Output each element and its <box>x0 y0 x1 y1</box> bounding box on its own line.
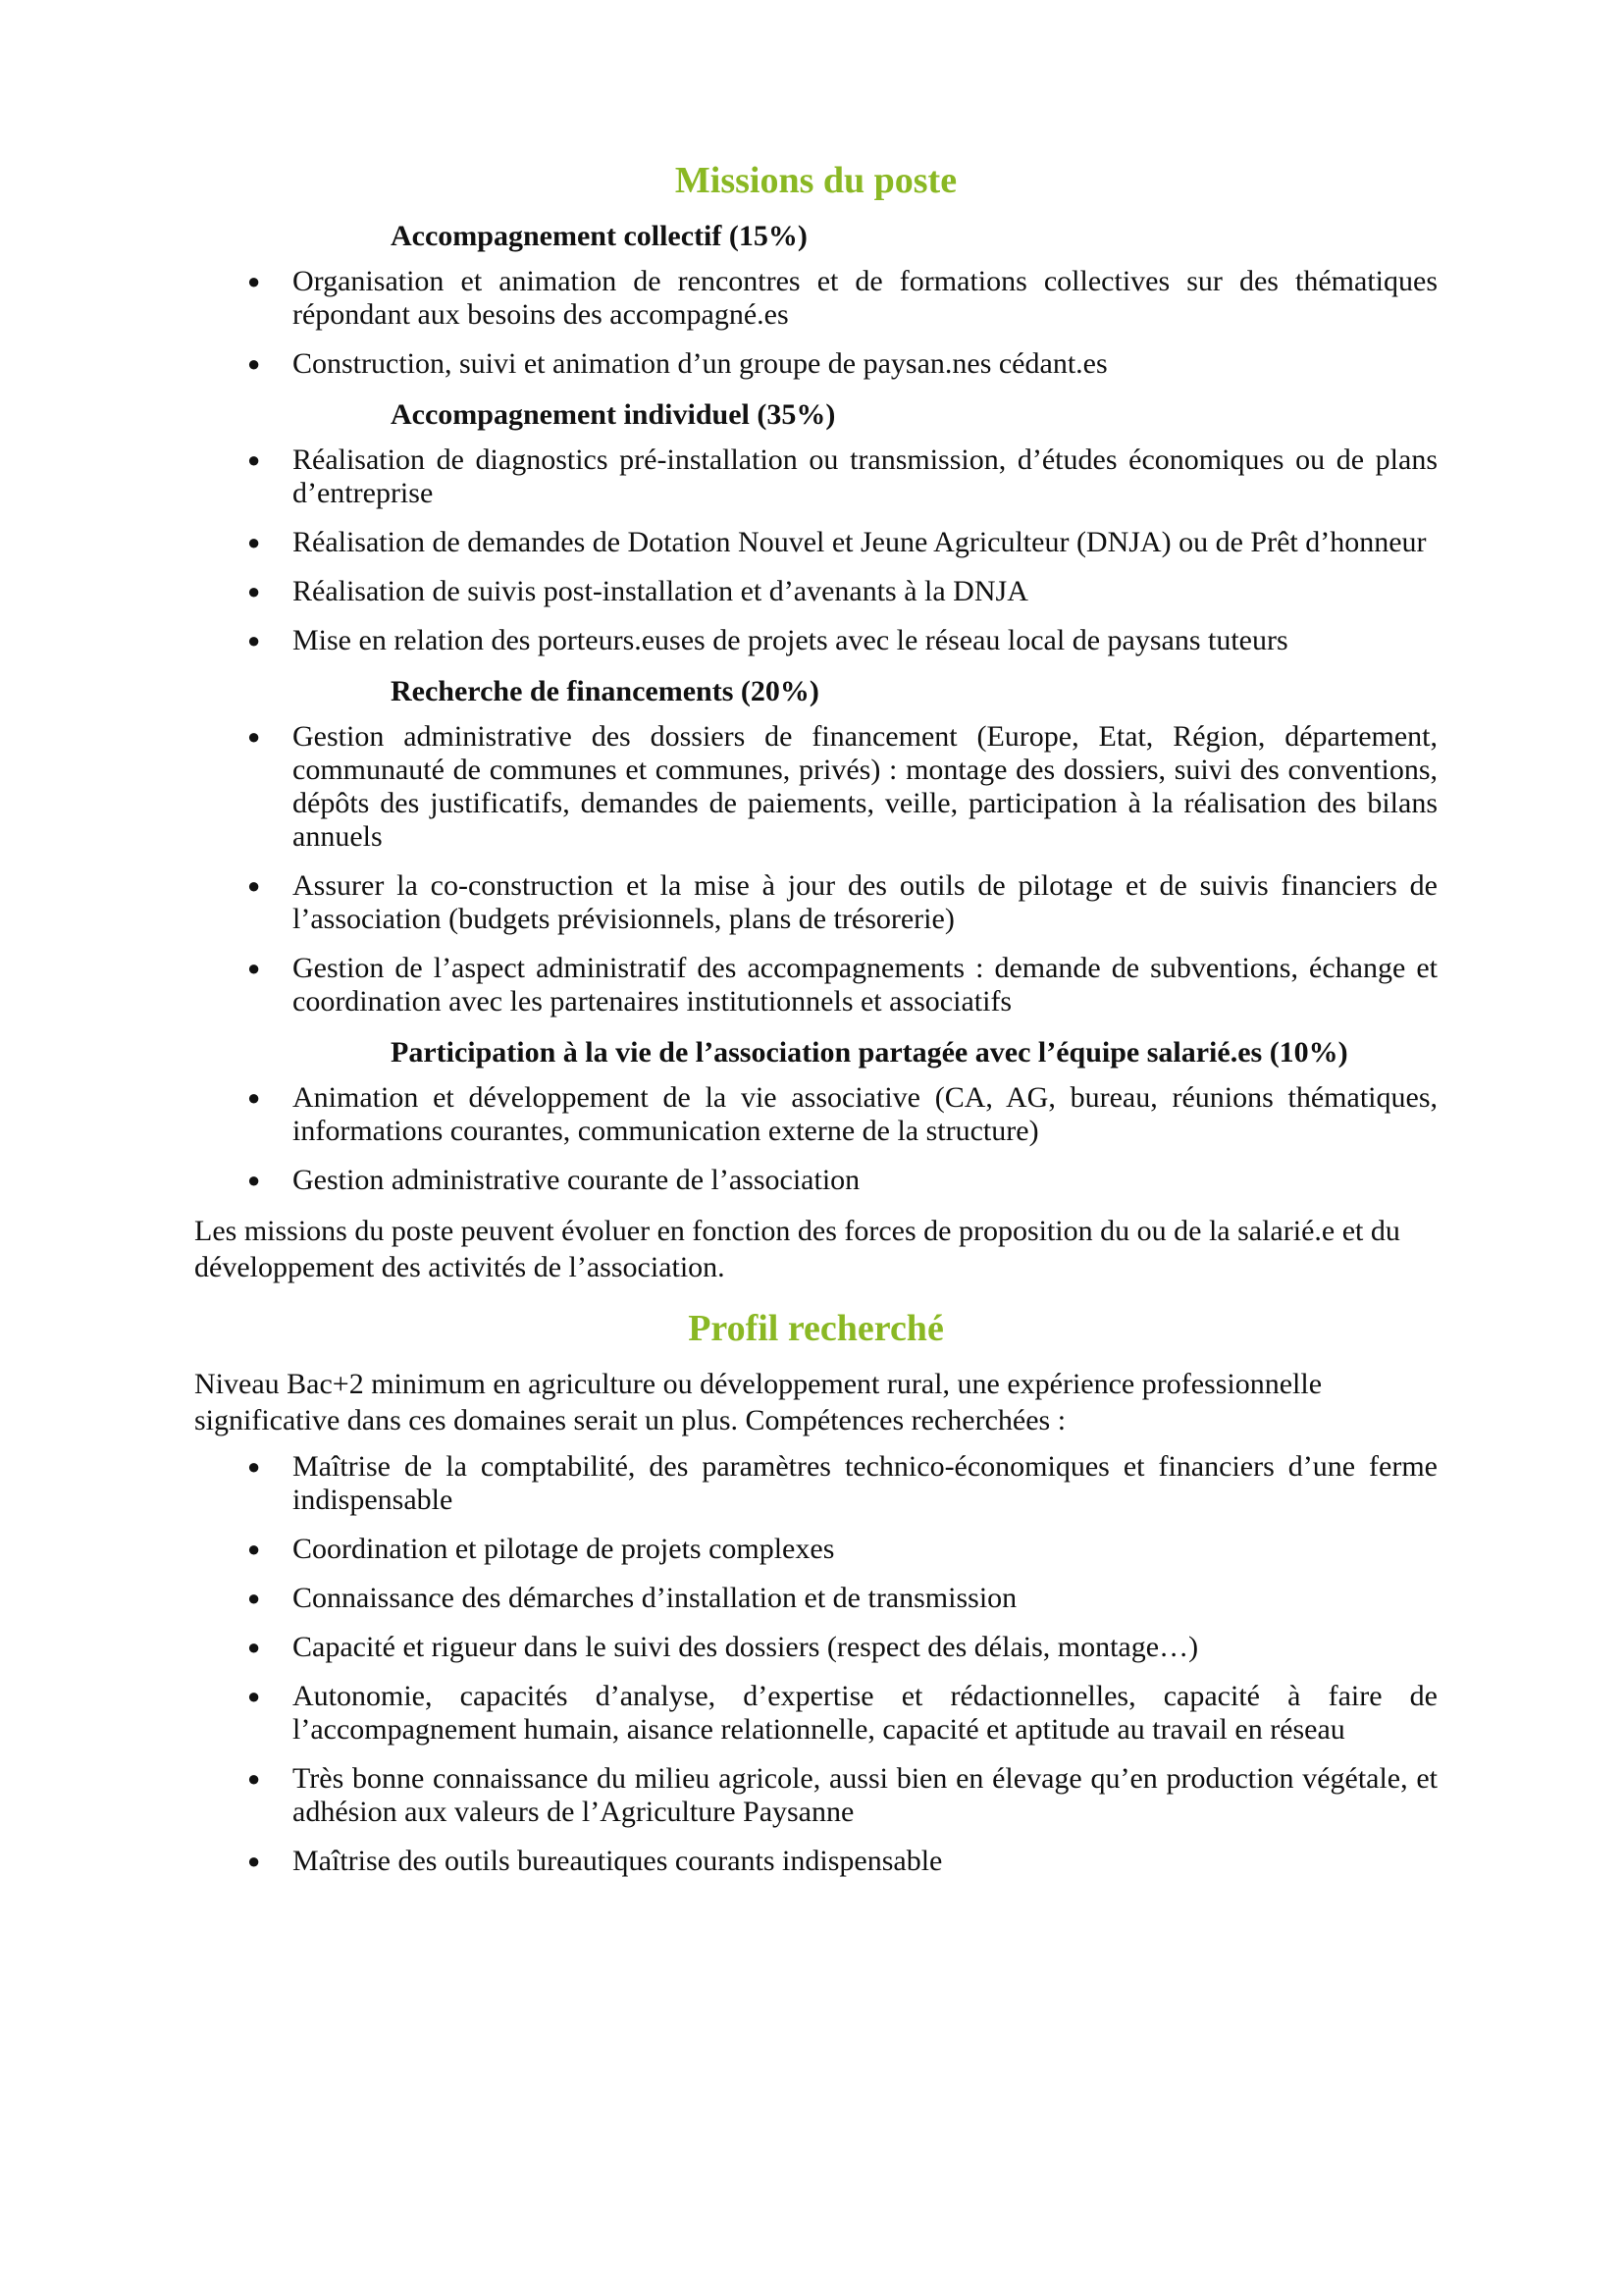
list-item: ● Très bonne connaissance du milieu agricole, aussi bien en élevage qu’en production végétale, et adhésion aux valeurs de l’Agriculture Paysanne <box>247 1762 1438 1828</box>
list-collectif <box>194 265 1438 381</box>
profil-title: Profil recherché <box>688 1308 944 1349</box>
bullet-icon: ● <box>247 724 261 749</box>
list-item: ● Connaissance des démarches d’installation et de transmission <box>247 1582 1018 1614</box>
section-heading-collectif: Accompagnement collectif (15%) <box>391 220 808 252</box>
list-individuel <box>194 443 1438 657</box>
list-item: ● Réalisation de demandes de Dotation Nouvel et Jeune Agriculteur (DNJA) ou de Prêt d’honneur <box>247 526 1427 558</box>
list-item: ● Maîtrise de la comptabilité, des paramètres technico-économiques et financiers d’une ferme indispensable <box>247 1450 1438 1516</box>
bullet-icon: ● <box>247 1586 261 1610</box>
list-item: ● Gestion administrative des dossiers de financement (Europe, Etat, Région, département, communauté de communes et communes, privés) : montage des dossiers, suivi des conventions, dépôts des justificatifs, demandes de paiements, veille, participation à la réalisation des bilans annuels <box>247 720 1438 853</box>
bullet-icon: ● <box>247 1168 261 1192</box>
bullet-icon: ● <box>247 1537 261 1561</box>
bullet-icon: ● <box>247 1454 261 1479</box>
section-heading-vie-association: Participation à la vie de l’association partagée avec l’équipe salarié.es (10%) <box>391 1036 1348 1069</box>
bullet-icon: ● <box>247 530 261 554</box>
list-item: ● Gestion administrative courante de l’association <box>247 1164 861 1196</box>
list-competences <box>194 1450 1438 1878</box>
bullet-icon: ● <box>247 956 261 980</box>
bullet-icon: ● <box>247 1849 261 1873</box>
list-item: ● Autonomie, capacités d’analyse, d’expertise et rédactionnelles, capacité à faire de l’accompagnement humain, aisance relationnelle, capacité et aptitude au travail en réseau <box>247 1680 1438 1746</box>
bullet-icon: ● <box>247 873 261 898</box>
list-financements <box>194 720 1438 1018</box>
section-heading-financements: Recherche de financements (20%) <box>391 675 819 707</box>
bullet-icon: ● <box>247 1635 261 1659</box>
bullet-icon: ● <box>247 579 261 603</box>
list-item: ● Assurer la co-construction et la mise à jour des outils de pilotage et de suivis financiers de l’association (budgets prévisionnels, plans de trésorerie) <box>247 869 1438 935</box>
missions-closing-paragraph: Les missions du poste peuvent évoluer en fonction des forces de proposition du ou de la salarié.e et du développement des activités de l’association. <box>194 1215 1400 1283</box>
list-item: ● Mise en relation des porteurs.euses de projets avec le réseau local de paysans tuteurs <box>247 624 1288 656</box>
list-item: ● Réalisation de suivis post-installation et d’avenants à la DNJA <box>247 575 1028 607</box>
list-item: ● Réalisation de diagnostics pré-installation ou transmission, d’études économiques ou de plans d’entreprise <box>247 443 1438 509</box>
list-vie-association <box>194 1081 1438 1197</box>
bullet-icon: ● <box>247 269 261 293</box>
list-item: ● Construction, suivi et animation d’un groupe de paysan.nes cédant.es <box>247 347 1108 380</box>
list-item: ● Coordination et pilotage de projets complexes <box>247 1533 835 1565</box>
list-item: ● Organisation et animation de rencontres et de formations collectives sur des thématiques répondant aux besoins des accompagné.es <box>247 265 1438 331</box>
list-item: ● Gestion de l’aspect administratif des accompagnements : demande de subventions, échange et coordination avec les partenaires institutionnels et associatifs <box>247 952 1438 1017</box>
list-item: ● Animation et développement de la vie associative (CA, AG, bureau, réunions thématiques, informations courantes, communication externe de la structure) <box>247 1081 1438 1147</box>
bullet-icon: ● <box>247 1766 261 1791</box>
bullet-icon: ● <box>247 628 261 652</box>
bullet-icon: ● <box>247 1085 261 1110</box>
list-item: ● Capacité et rigueur dans le suivi des dossiers (respect des délais, montage…) <box>247 1631 1199 1663</box>
section-heading-individuel: Accompagnement individuel (35%) <box>391 398 836 431</box>
bullet-icon: ● <box>247 351 261 376</box>
missions-title: Missions du poste <box>674 160 958 201</box>
bullet-icon: ● <box>247 1684 261 1708</box>
bullet-icon: ● <box>247 447 261 472</box>
list-item: ● Maîtrise des outils bureautiques courants indispensable <box>247 1845 943 1877</box>
profil-intro-paragraph: Niveau Bac+2 minimum en agriculture ou développement rural, une expérience professionnelle significative dans ces domaines serait un plus. Compétences recherchées : <box>194 1368 1323 1436</box>
